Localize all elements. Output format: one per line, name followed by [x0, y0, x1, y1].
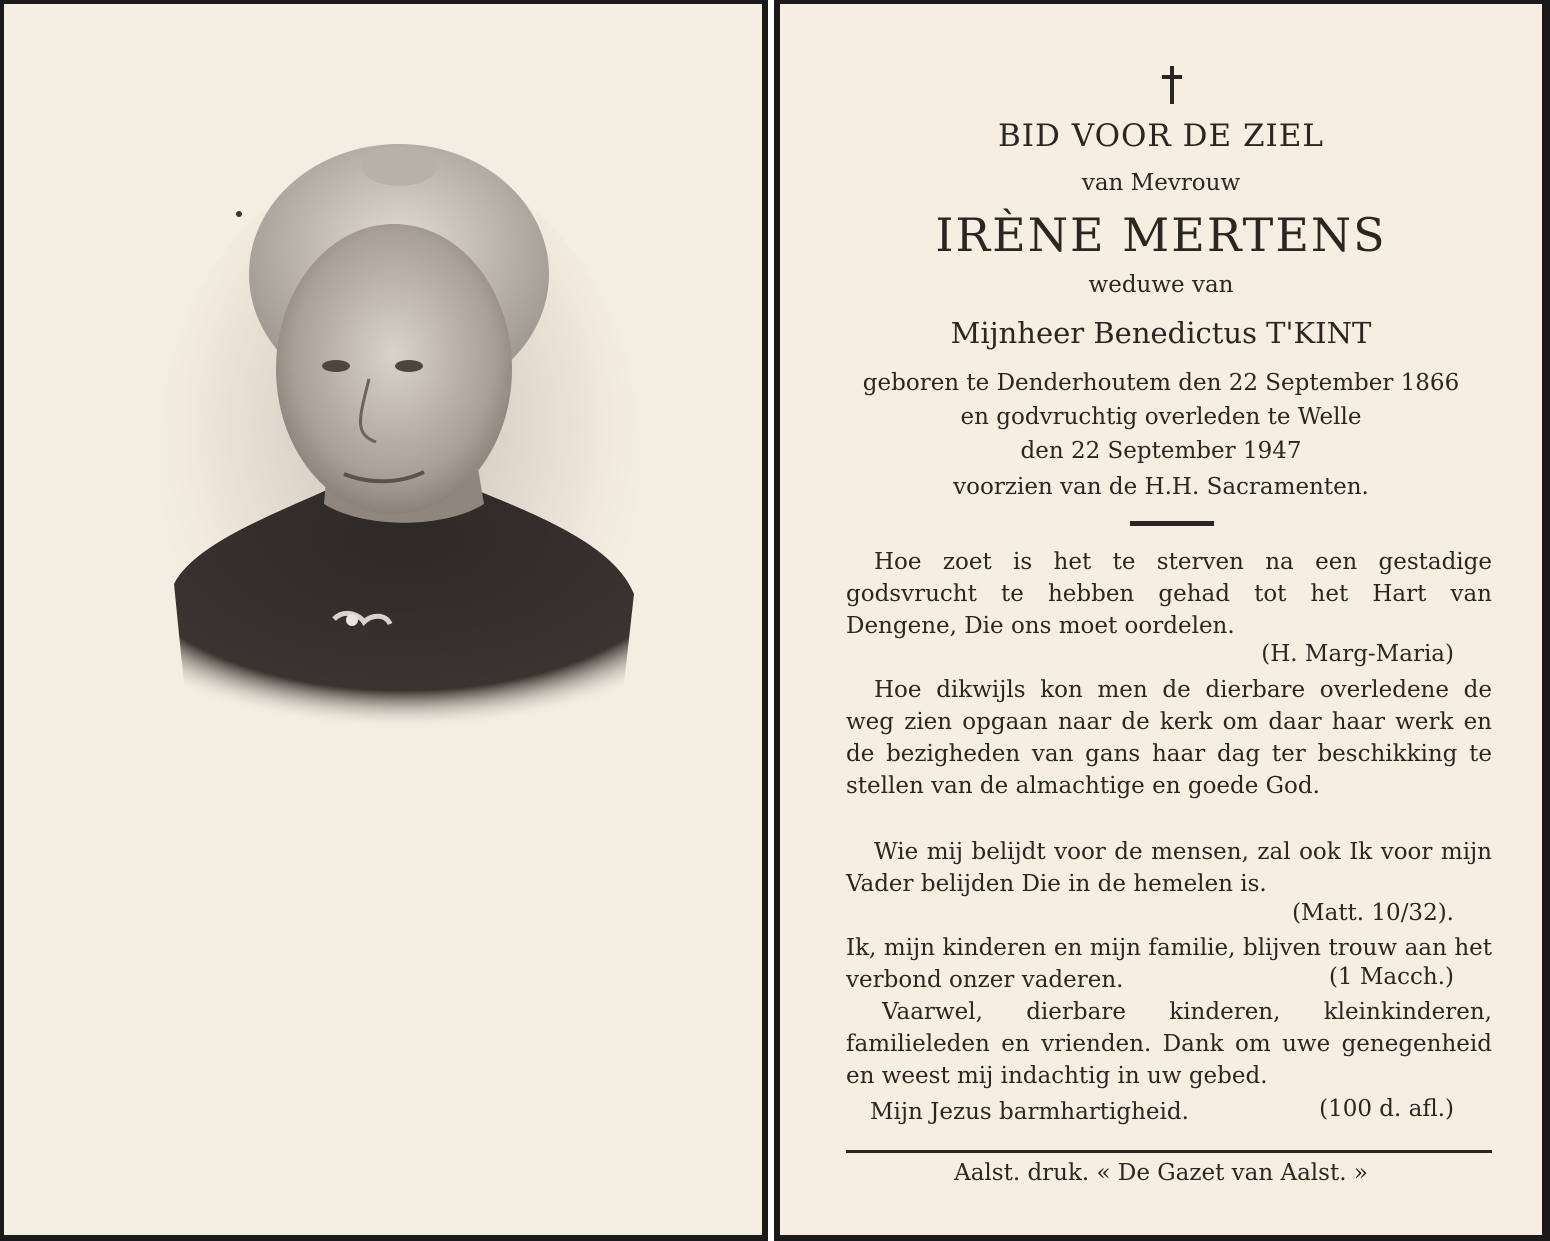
death-line-2: den 22 September 1947	[1020, 438, 1302, 464]
reference-1: (H. Marg-Maria)	[1261, 641, 1454, 667]
death-line-1: en godvruchtig overleden te Welle	[960, 404, 1362, 430]
paragraph-5: Vaarwel, dierbare kinderen, kleinkinderen, familieleden en vrienden. Dank om uwe genegenheid en weest mij indachtig in uw gebed.	[846, 999, 1492, 1089]
printer-credit: Aalst. druk. « De Gazet van Aalst. »	[954, 1160, 1368, 1186]
heading: BID VOOR DE ZIEL	[998, 118, 1324, 154]
cross-icon	[1160, 66, 1184, 104]
memorial-text-card	[774, 0, 1550, 1241]
memorial-text-card-paper	[780, 4, 1542, 1235]
paragraph-4: Ik, mijn kinderen en mijn familie, blijven trouw aan het verbond onzer vaderen.	[846, 935, 1492, 993]
paragraph-1: Hoe zoet is het te sterven na een gestadige godsvrucht te hebben gehad tot het Hart van Dengene, Die ons moet oordelen.	[846, 549, 1492, 639]
divider-short	[1130, 521, 1214, 526]
reference-2: (Matt. 10/32).	[1292, 900, 1454, 926]
husband-name: Mijnheer Benedictus T'KINT	[950, 316, 1372, 350]
sacraments-line: voorzien van de H.H. Sacramenten.	[953, 474, 1369, 500]
paragraph-3: Wie mij belijdt voor de mensen, zal ook Ik voor mijn Vader belijden Die in de hemelen is.	[846, 839, 1492, 897]
portrait-card	[0, 0, 768, 1241]
relation-line: weduwe van	[1088, 272, 1234, 298]
birth-line: geboren te Denderhoutem den 22 September 1866	[862, 370, 1460, 396]
reference-3: (1 Macch.)	[1328, 964, 1454, 990]
title-line: van Mevrouw	[1081, 170, 1241, 196]
portrait-card-paper	[4, 4, 762, 1235]
deceased-name: IRÈNE MERTENS	[935, 208, 1387, 262]
portrait-photo-drawing	[154, 144, 644, 744]
paragraph-2: Hoe dikwijls kon men de dierbare overledene de weg zien opgaan naar de kerk om daar haar werk en de bezigheden van gans haar dag ter beschikking te stellen van de almachtige en goede God.	[846, 677, 1492, 799]
portrait-photo	[154, 144, 644, 744]
reference-4: (100 d. afl.)	[1319, 1096, 1454, 1122]
paragraph-6: Mijn Jezus barmhartigheid.	[870, 1099, 1189, 1125]
divider-long	[846, 1150, 1492, 1153]
